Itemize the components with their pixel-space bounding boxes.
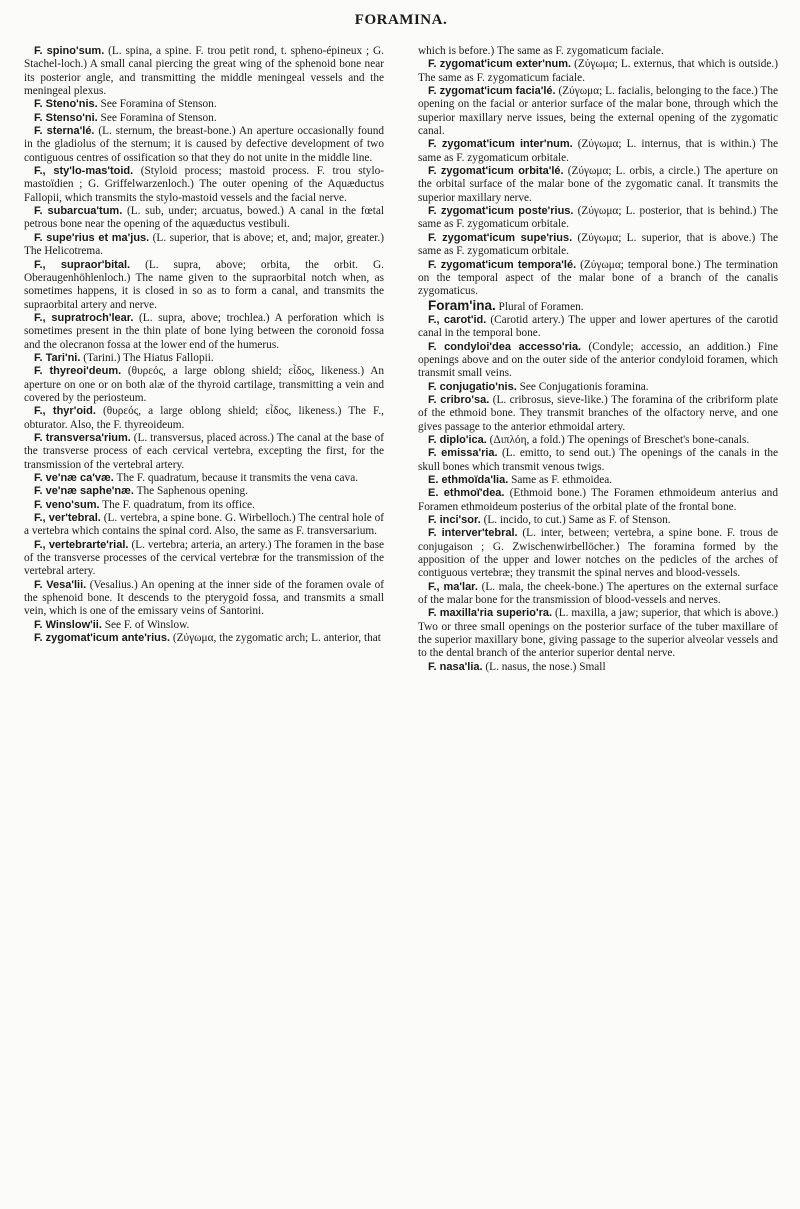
entry-headword: F., thyr'oid.	[34, 405, 96, 418]
running-head: FORAMINA.	[354, 12, 448, 28]
entry-definition: (Vesalius.) An opening at the inner side of the foramen ovale of the sphenoid bone. It descends to the pterygoid fossa, and transmits a small vein, which is one of the emissary veins of Santorini.	[24, 578, 384, 618]
dictionary-entry	[24, 165, 384, 205]
entry-definition: (L. spina, a spine. F. trou petit rond, t. spheno-épineux ; G. Stachel-loch.) A small canal piercing the great wing of the sphenoid bone near its posterior angle, and transmitting the middle meningeal vessels and the meningeal plexus.	[24, 45, 384, 98]
dictionary-entry	[418, 527, 778, 580]
dictionary-entry	[418, 259, 778, 299]
entry-definition: which is before.) The same as F. zygomaticum faciale.	[418, 45, 664, 57]
entry-headword: E. ethmoï'dea.	[428, 487, 505, 500]
dictionary-entry	[24, 312, 384, 352]
dictionary-entry	[418, 232, 778, 259]
dictionary-entry	[418, 381, 778, 394]
dictionary-entry	[24, 352, 384, 365]
entry-definition: See Foramina of Stenson.	[97, 111, 217, 124]
entry-definition: (θυρεός, a large oblong shield; εἶδος, likeness.) An aperture on one or on both alæ of the thyroid cartilage, transmitting a vein and covered by the periosteum.	[24, 365, 385, 404]
entry-headword: F. ve'næ saphe'næ.	[34, 485, 134, 498]
entry-headword: F., supratroch'lear.	[34, 311, 134, 324]
dictionary-entry	[24, 405, 384, 432]
entry-definition: (L. vertebra; arteria, an artery.) The foramen in the base of the transverse processes of the cervical vertebræ for the transmission of the vertebral artery.	[24, 538, 384, 578]
entry-headword: F. maxilla'ria superio'ra.	[428, 607, 553, 620]
entry-headword: F. veno'sum.	[34, 498, 100, 511]
dictionary-entry	[418, 661, 778, 674]
right-column	[418, 45, 778, 674]
entry-headword: F. zygomat'icum ante'rius.	[34, 632, 171, 645]
entry-definition: (Ζύγωμα; temporal bone.) The termination on the temporal aspect of the malar bone of a branch of the canalis zygomaticus.	[418, 258, 778, 298]
entry-definition: (Condyle; accessio, an addition.) Fine openings above and on the outer side of the anterior condyloid foramen, which transmit small veins.	[418, 340, 779, 380]
entry-definition: (Tarini.) The Hiatus Fallopii.	[80, 351, 214, 364]
dictionary-entry	[24, 125, 384, 165]
entry-definition: (L. maxilla, a jaw; superior, that which is above.) Two or three small openings on the posterior surface of the tuber maxillare of the superior maxillary bone, giving passage to the superior alveolar vessels and to the dental branch of the anterior superior dental nerve.	[418, 607, 779, 660]
entry-definition: (L. sub, under; arcuatus, bowed.) A canal in the fœtal petrous bone near the opening of the aquæductus vestibuli.	[24, 205, 384, 231]
dictionary-entry	[24, 499, 384, 512]
dictionary-entry	[418, 447, 778, 474]
entry-definition: (L. mala, the cheek-bone.) The apertures on the external surface of the malar bone for the transmission of blood-vessels and nerves.	[418, 580, 778, 607]
dictionary-entry	[24, 98, 384, 111]
dictionary-entry	[24, 232, 384, 259]
entry-definition: The F. quadratum, from its office.	[99, 498, 255, 511]
dictionary-entry	[24, 259, 384, 312]
dictionary-entry	[418, 581, 778, 608]
entry-definition: (θυρεός, a large oblong shield; εἶδος, likeness.) The F., obturator. Also, the F. thyreoideum.	[24, 405, 384, 431]
dictionary-entry	[24, 619, 384, 632]
entry-definition: (L. vertebra, a spine bone. G. Wirbelloch.) The central hole of a vertebra which contains the spinal cord. Also, the same as F. transversarium.	[24, 512, 385, 538]
dictionary-entry	[24, 432, 384, 472]
entry-definition: Plural of Foramen.	[495, 300, 584, 313]
entry-headword: F. interver'tebral.	[428, 527, 518, 540]
entry-definition: (Ζύγωμα; L. facialis, belonging to the face.) The opening on the facial or anterior surface of the malar bone, through which the superior maxillary nerve issues, being the external opening of the zygomatic canal.	[418, 85, 778, 138]
entry-definition: (Ζύγωμα; L. posterior, that is behind.) The same as F. zygomaticum orbitale.	[418, 205, 778, 231]
entry-headword: F. zygomat'icum exter'num.	[428, 58, 572, 71]
entry-definition: The F. quadratum, because it transmits the vena cava.	[113, 472, 359, 484]
entry-definition: (Ζύγωμα; L. externus, that which is outside.) The same as F. zygomaticum faciale.	[418, 58, 778, 84]
entry-definition: (L. sternum, the breast-bone.) An aperture occasionally found in the gladiolus of the sternum; it is caused by defective development of two contiguous centres of ossification so that they do not unite in the middle line.	[24, 125, 384, 164]
entry-definition: (L. inter, between; vertebra, a spine bone. F. trous de conjugaison ; G. Zwischenwirbellöcher.) The foramina formed by the apposition of the upper and lower notches on the pedicles of the arches of contiguous vertebræ; they transmit the spinal nerves and blood-vessels.	[418, 527, 778, 580]
entry-definition: (Διπλόη, a fold.) The openings of Breschet's bone-canals.	[486, 433, 750, 446]
entry-headword: E. ethmoïda'lia.	[428, 474, 509, 486]
dictionary-entry	[24, 632, 384, 645]
entry-headword: F. ve'næ ca'væ.	[34, 472, 114, 484]
entry-headword: F., ma'lar.	[428, 580, 478, 593]
dictionary-entry	[418, 299, 778, 314]
entry-headword: F. cribro'sa.	[428, 393, 490, 406]
entry-definition: (L. emitto, to send out.) The openings of the canals in the skull bones which transmit venous twigs.	[418, 447, 779, 473]
entry-headword: F. Winslow'ii.	[34, 618, 102, 631]
entry-headword: F. Steno'nis.	[34, 98, 98, 111]
entry-headword: F. condyloi'dea accesso'ria.	[428, 340, 582, 353]
entry-definition: See F. of Winslow.	[101, 618, 190, 631]
dictionary-entry	[418, 205, 778, 232]
entry-headword: F. Vesa'lii.	[34, 578, 87, 591]
columns	[24, 45, 778, 674]
entry-headword: F. conjugatio'nis.	[428, 380, 517, 393]
dictionary-entry	[418, 434, 778, 447]
dictionary-entry	[418, 314, 778, 341]
entry-headword: F., ver'tebral.	[34, 512, 101, 525]
dictionary-entry	[418, 514, 778, 527]
entry-headword: F., vertebrarte'rial.	[34, 538, 129, 551]
dictionary-entry	[418, 58, 778, 85]
entry-definition: (Carotid artery.) The upper and lower apertures of the carotid canal in the temporal bone.	[418, 313, 779, 340]
entry-definition: See Foramina of Stenson.	[97, 98, 217, 111]
entry-headword: F. zygomat'icum tempora'lé.	[428, 258, 577, 271]
entry-definition: Same as F. ethmoidea.	[508, 474, 613, 486]
entry-headword: F. Tari'ni.	[34, 351, 81, 364]
entry-definition: (Styloid process; mastoid process. F. trou stylo-mastoïdien ; G. Griffelwarzenloch.) The outer opening of the Aquæductus Fallopii, which transmits the stylo-mastoid vessels and the facial nerve.	[24, 165, 384, 204]
entry-definition: (L. transversus, placed across.) The canal at the base of the transverse process of each cervical vertebra, excepting the first, for the transmission of the vertebral artery.	[24, 431, 384, 471]
entry-headword: Foram'ina.	[428, 297, 496, 313]
entry-definition: (L. superior, that is above; et, and; major, greater.) The Helicotrema.	[24, 231, 384, 258]
entry-headword: F. zygomat'icum poste'rius.	[428, 205, 574, 218]
entry-definition: See Conjugationis foramina.	[516, 380, 649, 393]
entry-definition: (Ζύγωμα; L. orbis, a circle.) The aperture on the orbital surface of the malar bone of the zygomatic canal. It transmits the superior maxillary nerve.	[418, 165, 778, 204]
dictionary-entry	[24, 579, 384, 619]
dictionary-entry	[418, 45, 778, 58]
dictionary-entry	[24, 512, 384, 539]
entry-definition: (L. nasus, the nose.) Small	[482, 660, 606, 673]
entry-headword: F. zygomat'icum supe'rius.	[428, 231, 573, 244]
entry-definition: (Ζύγωμα; L. superior, that is above.) The same as F. zygomaticum orbitale.	[418, 231, 778, 258]
dictionary-entry	[24, 112, 384, 125]
left-column	[24, 45, 384, 674]
entry-headword: F., supraor'bital.	[34, 258, 131, 271]
dictionary-entry	[24, 485, 384, 498]
entry-headword: F. supe'rius et ma'jus.	[34, 231, 150, 244]
entry-definition: (Ζύγωμα; L. internus, that is within.) The same as F. zygomaticum orbitale.	[418, 138, 778, 164]
entry-definition: (L. supra, above; trochlea.) A perforation which is sometimes present in the thin plate of bone lying between the coronoid fossa and the olecranon fossa at the lower end of the humerus.	[24, 311, 384, 351]
entry-headword: F. diplo'ica.	[428, 433, 487, 446]
dictionary-entry	[24, 365, 384, 405]
entry-definition: (L. incido, to cut.) Same as F. of Stenson.	[480, 514, 671, 527]
entry-definition: (Ζύγωμα, the zygomatic arch; L. anterior, that	[170, 632, 381, 645]
entry-headword: F. zygomat'icum inter'num.	[428, 138, 573, 151]
dictionary-entry	[418, 165, 778, 205]
entry-definition: The Saphenous opening.	[133, 485, 248, 498]
entry-definition: (Ethmoid bone.) The Foramen ethmoideum anterius and Foramen ethmoideum posterius of the orbital plate of the frontal bone.	[418, 487, 778, 513]
entry-definition: (L. cribrosus, sieve-like.) The foramina of the cribriform plate of the ethmoid bone. They transmit branches of the olfactory nerve, and one gives passage to the anterior ethmoidal artery.	[418, 393, 778, 433]
entry-headword: F. transversa'rium.	[34, 431, 131, 444]
dictionary-entry	[24, 539, 384, 579]
entry-headword: F. zygomat'icum facia'lé.	[428, 85, 556, 98]
dictionary-entry	[24, 472, 384, 485]
dictionary-entry	[24, 205, 384, 232]
entry-definition: (L. supra, above; orbita, the orbit. G. Oberaugenhöhlenloch.) The name given to the supraorbital notch when, as sometimes happens, it is closed in so as to form a canal, and transmits the supraorbital artery and nerve.	[24, 258, 384, 311]
entry-headword: F. subarcua'tum.	[34, 205, 123, 218]
dictionary-entry	[418, 474, 778, 487]
entry-headword: F. Stenso'ni.	[34, 111, 98, 124]
entry-headword: F. sterna'lé.	[34, 125, 95, 138]
entry-headword: F. emissa'ria.	[428, 447, 498, 460]
dictionary-entry	[418, 607, 778, 660]
dictionary-entry	[24, 45, 384, 98]
entry-headword: F. thyreoi'deum.	[34, 365, 122, 378]
entry-headword: F. spino'sum.	[34, 45, 105, 57]
entry-headword: F. inci'sor.	[428, 514, 481, 527]
dictionary-entry	[418, 487, 778, 514]
entry-headword: F., sty'lo-mas'toid.	[34, 165, 134, 178]
entry-headword: F., carot'id.	[428, 313, 487, 326]
dictionary-entry	[418, 85, 778, 138]
entry-headword: F. nasa'lia.	[428, 660, 483, 673]
entry-headword: F. zygomat'icum orbita'lé.	[428, 165, 564, 178]
dictionary-entry	[418, 341, 778, 381]
dictionary-entry	[418, 138, 778, 165]
dictionary-entry	[418, 394, 778, 434]
